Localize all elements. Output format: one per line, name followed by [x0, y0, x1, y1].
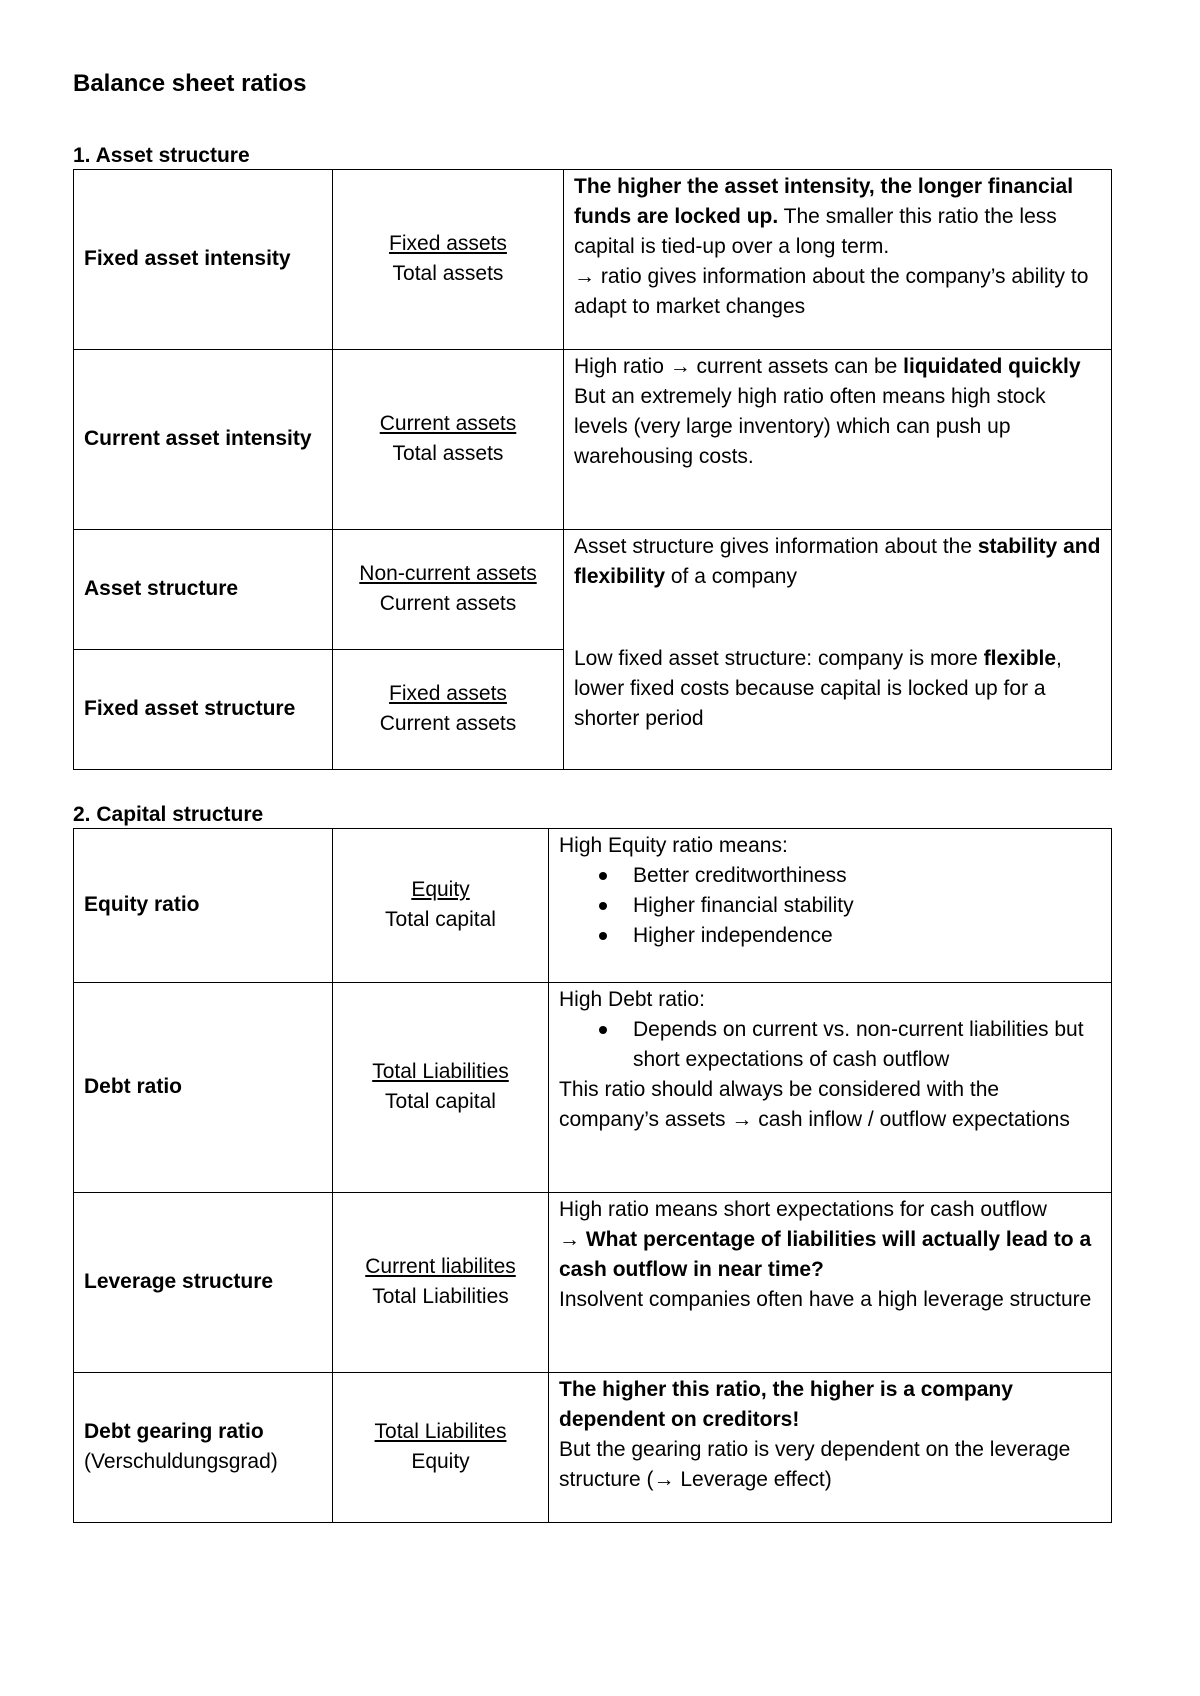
desc-text: But the gearing ratio is very dependent on the leverage structure (→ Leverage effect): [559, 1437, 1071, 1491]
section-heading-asset-structure: 1. Asset structure: [73, 143, 250, 167]
desc-text: Low fixed asset structure: company is more: [574, 646, 984, 670]
desc-emphasis: liquidated quickly: [903, 354, 1081, 378]
ratio-formula: [333, 982, 549, 1192]
document-page: [73, 70, 1111, 1523]
ratio-name: Equity ratio: [74, 828, 333, 982]
ratio-description: [549, 1372, 1112, 1522]
bullet-list: [559, 861, 1101, 951]
desc-text: High Debt ratio:: [559, 987, 705, 1011]
ratio-name: Fixed asset intensity: [74, 169, 333, 349]
formula-numerator: Fixed assets: [389, 232, 507, 256]
ratio-formula: [333, 1372, 549, 1522]
table-row: [74, 169, 1112, 349]
ratio-formula: [333, 349, 564, 529]
desc-emphasis: The higher the asset intensity, the longer financial funds are locked up.: [574, 174, 1074, 228]
formula-denominator: Total assets: [392, 442, 504, 466]
desc-text: Asset structure gives information about the: [574, 534, 978, 558]
formula-numerator: Fixed assets: [389, 682, 507, 706]
formula-denominator: Total capital: [385, 908, 496, 932]
ratio-description: [564, 349, 1112, 529]
section-heading-capital-structure: 2. Capital structure: [73, 802, 264, 826]
ratio-description: [549, 828, 1112, 982]
asset-structure-table: [73, 169, 1112, 770]
list-item: Better creditworthiness: [633, 861, 1101, 891]
ratio-name: Debt ratio: [74, 982, 333, 1192]
list-item: Higher independence: [633, 921, 1101, 951]
desc-emphasis: stability and flexibility: [574, 534, 1101, 588]
table-row: [74, 1192, 1112, 1372]
formula-denominator: Equity: [411, 1450, 470, 1474]
table-row: [74, 828, 1112, 982]
formula-numerator: Non-current assets: [359, 562, 537, 586]
table-row: [74, 349, 1112, 529]
desc-text: High ratio → current assets can be: [574, 354, 904, 378]
table-row: [74, 1372, 1112, 1522]
ratio-name: Fixed asset structure: [74, 649, 333, 769]
list-item: Depends on current vs. non-current liabilities but short expectations of cash outflow: [633, 1015, 1101, 1075]
ratio-description: [549, 1192, 1112, 1372]
ratio-name: Current asset intensity: [74, 349, 333, 529]
desc-emphasis: The higher this ratio, the higher is a company dependent on creditors!: [559, 1377, 1013, 1431]
bullet-list: [559, 1015, 1101, 1075]
formula-numerator: Total Liabilites: [374, 1420, 507, 1444]
formula-denominator: Total capital: [385, 1090, 496, 1114]
ratio-formula: [333, 1192, 549, 1372]
formula-denominator: Current assets: [379, 592, 517, 616]
ratio-name-translation: (Verschuldungsgrad): [84, 1450, 278, 1474]
capital-structure-table: [73, 828, 1112, 1523]
desc-text: → ratio gives information about the company’s ability to adapt to market changes: [574, 264, 1089, 318]
list-item: Higher financial stability: [633, 891, 1101, 921]
desc-text: Insolvent companies often have a high leverage structure: [559, 1287, 1092, 1311]
formula-denominator: Total assets: [392, 262, 504, 286]
desc-text: of a company: [665, 564, 797, 588]
desc-text: This ratio should always be considered with the company’s assets → cash inflow / outflow expectations: [559, 1077, 1070, 1131]
table-row: [74, 982, 1112, 1192]
ratio-name: Leverage structure: [74, 1192, 333, 1372]
ratio-formula: [333, 828, 549, 982]
ratio-formula: [333, 529, 564, 649]
desc-text: The smaller this ratio the less capital is tied-up over a long term.: [574, 204, 1057, 258]
ratio-name: [74, 1372, 333, 1522]
formula-numerator: Current liabilites: [365, 1255, 516, 1279]
ratio-name-main: Debt gearing ratio: [84, 1420, 264, 1444]
desc-paragraph: [574, 644, 1101, 734]
desc-paragraph: [574, 532, 1101, 644]
formula-numerator: Current assets: [379, 412, 517, 436]
formula-denominator: Current assets: [379, 712, 517, 736]
desc-emphasis: flexible: [983, 646, 1057, 670]
ratio-formula: [333, 169, 564, 349]
formula-numerator: Equity: [411, 878, 470, 902]
ratio-name: Asset structure: [74, 529, 333, 649]
desc-text: High Equity ratio means:: [559, 833, 788, 857]
ratio-formula: [333, 649, 564, 769]
table-row: [74, 529, 1112, 649]
document-title: Balance sheet ratios: [73, 70, 307, 97]
formula-numerator: Total Liabilities: [372, 1060, 509, 1084]
ratio-description: [564, 169, 1112, 349]
desc-emphasis: → What percentage of liabilities will actually lead to a cash outflow in near time?: [559, 1227, 1092, 1281]
formula-denominator: Total Liabilities: [372, 1285, 509, 1309]
desc-text: , lower fixed costs because capital is locked up for a shorter period: [574, 646, 1062, 730]
desc-text: High ratio means short expectations for cash outflow: [559, 1197, 1047, 1221]
ratio-description-merged: [564, 529, 1112, 769]
ratio-description: [549, 982, 1112, 1192]
desc-text: But an extremely high ratio often means high stock levels (very large inventory) which can push up warehousing costs.: [574, 384, 1046, 468]
